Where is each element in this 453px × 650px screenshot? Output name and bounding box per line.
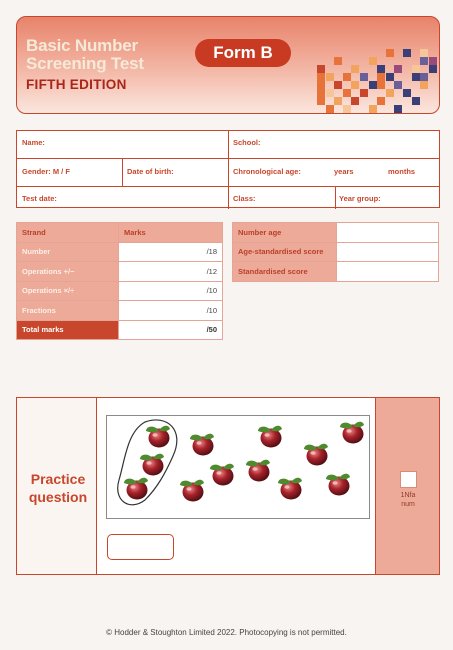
number-age-cell[interactable] xyxy=(337,223,439,243)
age-score-table xyxy=(232,222,439,282)
mosaic-tile xyxy=(343,105,351,113)
apple xyxy=(124,478,148,500)
practice-question-section xyxy=(16,397,440,575)
title-banner xyxy=(16,16,440,114)
date-of-birth-field[interactable]: Date of birth: xyxy=(127,167,174,176)
mosaic-tile xyxy=(403,49,411,57)
apple xyxy=(140,454,164,476)
copyright-footer: © Hodder & Stoughton Limited 2022. Photocopying is not permitted. xyxy=(106,628,347,637)
name-field[interactable]: Name: xyxy=(22,138,45,147)
mosaic-tile xyxy=(386,49,394,57)
item-code xyxy=(376,491,440,509)
mosaic-tile xyxy=(334,57,342,65)
apple xyxy=(180,480,204,502)
table-row xyxy=(17,242,223,262)
total-marks-cell[interactable]: /50 xyxy=(119,320,223,340)
mosaic-tile xyxy=(369,57,377,65)
practice-label-line-2: question xyxy=(28,489,88,505)
mosaic-tile xyxy=(317,89,325,97)
mosaic-tile xyxy=(334,81,342,89)
age-standardised-score-label: Age-standardised score xyxy=(233,242,337,262)
mosaic-tile xyxy=(420,81,428,89)
mosaic-tile xyxy=(317,65,325,73)
gender-field[interactable]: Gender: M / F xyxy=(22,167,70,176)
apple xyxy=(246,460,270,482)
marks-table xyxy=(16,222,223,340)
apple xyxy=(278,478,302,500)
mosaic-tile xyxy=(369,81,377,89)
apples-picture-box xyxy=(106,415,370,519)
apple xyxy=(340,422,364,444)
mosaic-tile xyxy=(386,89,394,97)
item-code-line-2: num xyxy=(401,501,415,508)
table-row xyxy=(233,242,439,262)
mosaic-tile xyxy=(394,81,402,89)
mosaic-tile xyxy=(394,65,402,73)
school-field[interactable]: School: xyxy=(233,138,261,147)
mosaic-tile xyxy=(377,73,385,81)
mosaic-tile xyxy=(377,65,385,73)
mosaic-tile xyxy=(351,81,359,89)
total-label: Total marks xyxy=(17,320,119,340)
marks-cell[interactable]: /18 xyxy=(119,242,223,262)
strand-header: Strand xyxy=(17,223,119,243)
mosaic-tile xyxy=(360,89,368,97)
mosaic-tile xyxy=(326,89,334,97)
year-group-field[interactable]: Year group: xyxy=(339,194,381,203)
strand-label: Operations ×/÷ xyxy=(17,281,119,301)
standardised-score-cell[interactable] xyxy=(337,262,439,282)
standardised-score-label: Standardised score xyxy=(233,262,337,282)
table-row xyxy=(233,262,439,282)
edition-label: FIFTH EDITION xyxy=(26,77,127,92)
marks-cell[interactable]: /12 xyxy=(119,262,223,282)
table-row xyxy=(17,301,223,321)
mosaic-tile xyxy=(377,81,385,89)
marks-header: Marks xyxy=(119,223,223,243)
answer-box[interactable] xyxy=(107,534,174,560)
chronological-age-field[interactable]: Chronological age: xyxy=(233,167,301,176)
mosaic-tile xyxy=(351,65,359,73)
pixel-mosaic-decoration xyxy=(317,33,437,114)
mosaic-tile xyxy=(351,97,359,105)
pupil-info-grid xyxy=(16,130,440,208)
apple xyxy=(326,474,350,496)
practice-label-panel xyxy=(17,398,97,574)
apple xyxy=(258,426,282,448)
mosaic-tile xyxy=(386,73,394,81)
apple xyxy=(304,444,328,466)
mosaic-tile xyxy=(369,105,377,113)
age-standardised-score-cell[interactable] xyxy=(337,242,439,262)
months-label: months xyxy=(388,167,416,176)
title-line-2: Screening Test xyxy=(26,54,144,73)
scoring-panel xyxy=(375,398,439,574)
mosaic-tile xyxy=(317,81,325,89)
score-checkbox[interactable] xyxy=(400,471,417,488)
mosaic-tile xyxy=(343,89,351,97)
test-title xyxy=(26,37,144,73)
table-row xyxy=(233,223,439,243)
mosaic-tile xyxy=(420,49,428,57)
practice-label-line-1: Practice xyxy=(30,471,86,487)
mosaic-tile xyxy=(412,97,420,105)
class-field[interactable]: Class: xyxy=(233,194,256,203)
table-row xyxy=(17,281,223,301)
practice-question-label xyxy=(23,470,93,506)
mosaic-tile xyxy=(412,65,420,73)
mosaic-tile xyxy=(317,73,325,81)
apple xyxy=(210,464,234,486)
marks-cell[interactable]: /10 xyxy=(119,281,223,301)
years-label: years xyxy=(334,167,354,176)
mosaic-tile xyxy=(429,57,437,65)
item-code-line-1: 1Nfa xyxy=(400,492,416,499)
title-line-1: Basic Number xyxy=(26,36,138,55)
apple xyxy=(146,426,170,448)
marks-header-row xyxy=(17,223,223,243)
total-row xyxy=(17,320,223,340)
table-row xyxy=(17,262,223,282)
mosaic-tile xyxy=(326,105,334,113)
mosaic-tile xyxy=(420,57,428,65)
apple xyxy=(190,434,214,456)
mosaic-tile xyxy=(429,65,437,73)
strand-label: Number xyxy=(17,242,119,262)
marks-cell[interactable]: /10 xyxy=(119,301,223,321)
strand-label: Fractions xyxy=(17,301,119,321)
test-date-field[interactable]: Test date: xyxy=(22,194,57,203)
mosaic-tile xyxy=(412,73,420,81)
number-age-label: Number age xyxy=(233,223,337,243)
mosaic-tile xyxy=(394,105,402,113)
strand-label: Operations +/− xyxy=(17,262,119,282)
mosaic-tile xyxy=(343,73,351,81)
mosaic-tile xyxy=(360,73,368,81)
mosaic-tile xyxy=(334,97,342,105)
mosaic-tile xyxy=(420,73,428,81)
apples-illustration xyxy=(107,416,371,520)
mosaic-tile xyxy=(403,89,411,97)
form-badge: Form B xyxy=(195,39,291,67)
mosaic-tile xyxy=(317,97,325,105)
mosaic-tile xyxy=(326,73,334,81)
mosaic-tile xyxy=(377,97,385,105)
